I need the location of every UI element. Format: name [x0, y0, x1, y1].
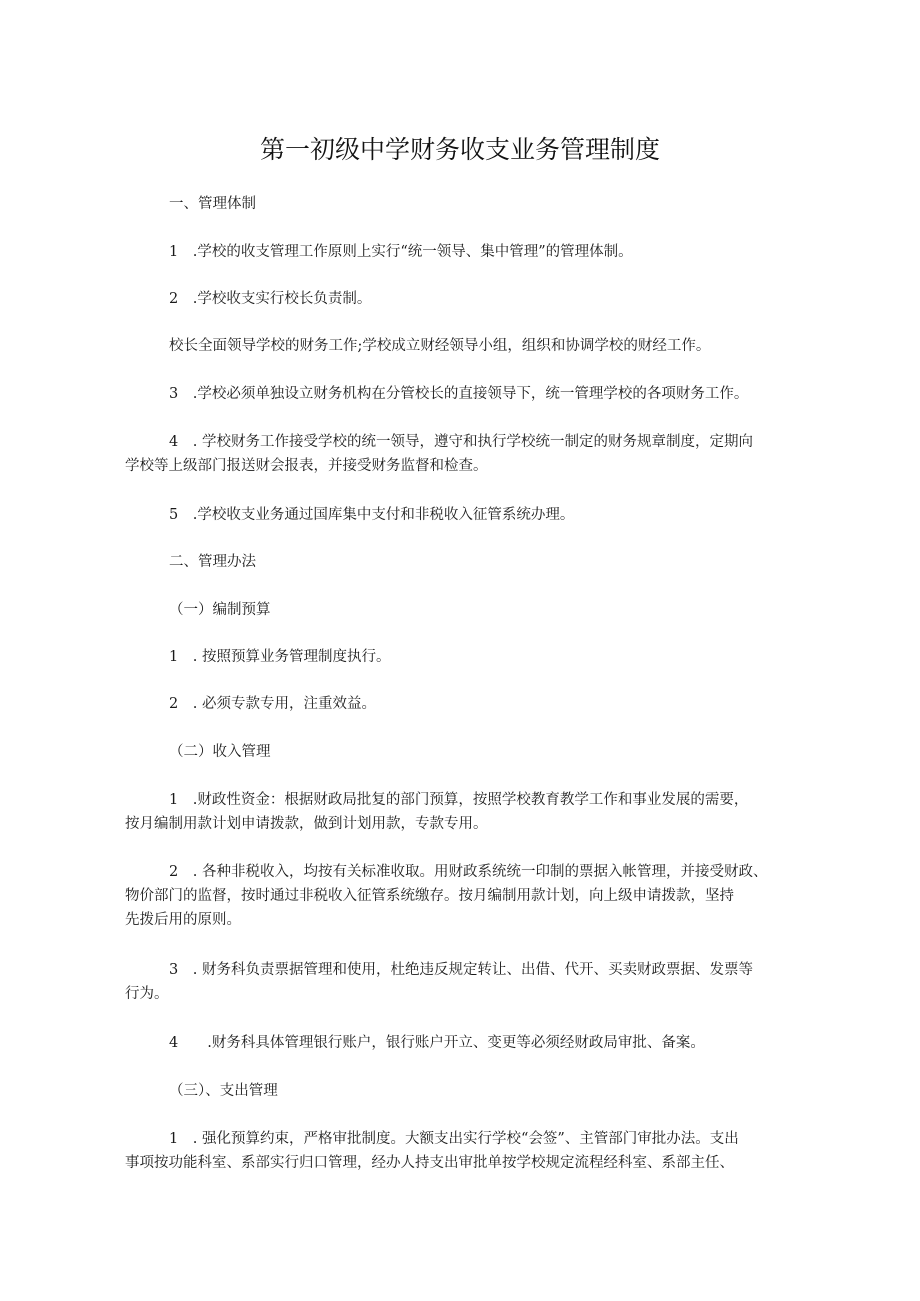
- section-heading: [125, 192, 839, 216]
- paragraph-line: 校长全面领导学校的财务工作;学校成立财经领导小组，组织和协调学校的财经工作。: [169, 338, 711, 354]
- paragraph-line: 2 . 各种非税收入，均按有关标准收取。用财政系统统一印制的票据入帐管理，并接受财政、: [169, 864, 768, 880]
- paragraph-line: 1 .财政性资金：根据财政局批复的部门预算，按照学校教育教学工作和事业发展的需要，: [169, 792, 749, 808]
- paragraph-line: 2 . 必须专款专用，注重效益。: [169, 696, 376, 712]
- paragraph: [125, 334, 839, 358]
- subsection-heading: [125, 740, 839, 764]
- paragraph-line: 1 .学校的收支管理工作原则上实行“统一领导、集中管理”的管理体制。: [169, 244, 633, 260]
- paragraph: [125, 382, 839, 406]
- paragraph: [125, 430, 795, 478]
- paragraph-line: 学校等上级部门报送财会报表，并接受财务监督和检查。: [125, 458, 488, 474]
- paragraph-line: 4 . 学校财务工作接受学校的统一领导，遵守和执行学校统一制定的财务规章制度，定期向: [169, 434, 753, 450]
- paragraph-line: 事项按功能科室、系部实行归口管理，经办人持支出审批单按学校规定流程经科室、系部主任、: [125, 1155, 734, 1171]
- paragraph-line: 2 .学校收支实行校长负责制。: [169, 291, 372, 307]
- paragraph: [125, 788, 795, 836]
- paragraph: [125, 1127, 795, 1175]
- paragraph-line: （二）收入管理: [169, 744, 271, 760]
- paragraph: [125, 240, 839, 264]
- paragraph-line: 4 .财务科具体管理银行账户，银行账户开立、变更等必须经财政局审批、备案。: [169, 1035, 705, 1051]
- paragraph: [125, 645, 839, 669]
- paragraph-line: 一、管理体制: [169, 196, 256, 212]
- paragraph: [125, 287, 839, 311]
- paragraph: [125, 958, 795, 1006]
- paragraph-line: （一）编制预算: [169, 602, 271, 618]
- paragraph-line: （三）、支出管理: [169, 1083, 278, 1099]
- section-heading: [125, 550, 839, 574]
- paragraph-line: 1 . 按照预算业务管理制度执行。: [169, 649, 391, 665]
- document-title: 第一初级中学财务收支业务管理制度: [259, 135, 660, 164]
- paragraph-line: 先拨后用的原则。: [125, 912, 241, 928]
- paragraph: [125, 1031, 839, 1055]
- subsection-heading: [125, 598, 839, 622]
- paragraph-line: 按月编制用款计划申请拨款，做到计划用款，专款专用。: [125, 816, 488, 832]
- paragraph-line: 二、管理办法: [169, 554, 256, 570]
- paragraph-line: 5 .学校收支业务通过国库集中支付和非税收入征管系统办理。: [169, 507, 575, 523]
- paragraph-line: 3 . 财务科负责票据管理和使用，杜绝违反规定转让、出借、代开、买卖财政票据、发票等: [169, 962, 753, 978]
- subsection-heading: [125, 1079, 839, 1103]
- paragraph-line: 3 .学校必须单独设立财务机构在分管校长的直接领导下，统一管理学校的各项财务工作。: [169, 386, 749, 402]
- paragraph-line: 行为。: [125, 986, 169, 1002]
- paragraph: [125, 503, 839, 527]
- paragraph: [125, 692, 839, 716]
- paragraph-line: 1 . 强化预算约束，严格审批制度。大额支出实行学校“会签”、主管部门审批办法。支出: [169, 1131, 739, 1147]
- paragraph-line: 物价部门的监督，按时通过非税收入征管系统缴存。按月编制用款计划，向上级申请拨款，坚持: [125, 888, 734, 904]
- paragraph: [125, 860, 795, 932]
